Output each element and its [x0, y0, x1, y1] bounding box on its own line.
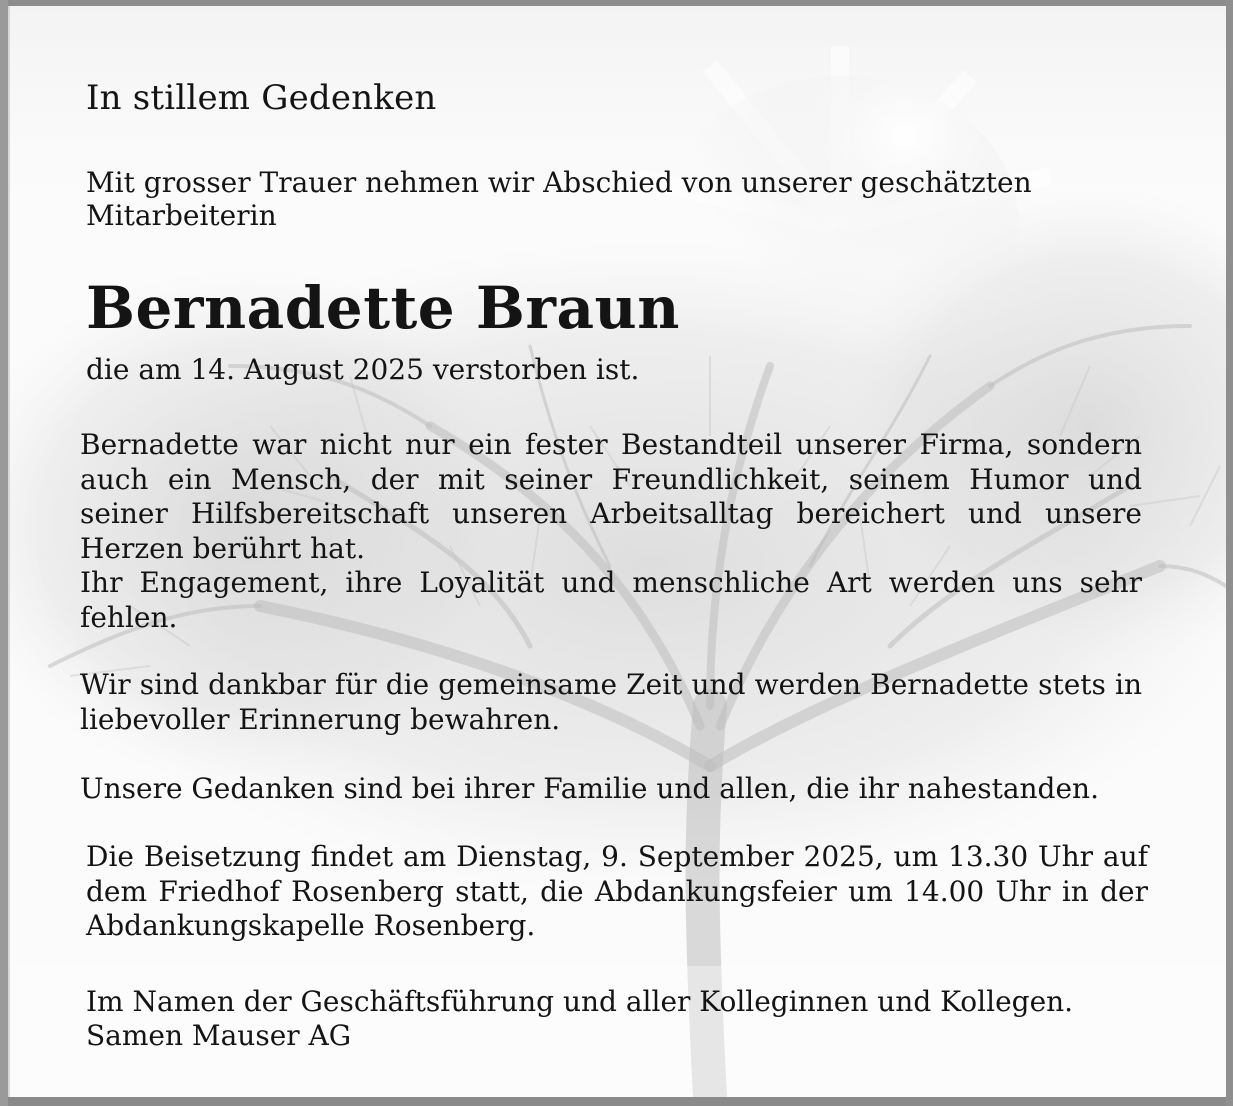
frame-border-bottom	[0, 1097, 1233, 1106]
tribute-text: Bernadette war nicht nur ein fester Bestandteil unserer Firma, sondern auch ein Mensch, der mit seiner Freundlichkeit, seinem Humor und seiner Hilfsbereitschaft unseren Arbeitsalltag bereichert und unsere Herzen berührt hat.	[80, 428, 1142, 565]
tribute-paragraph	[80, 428, 1142, 635]
deceased-name: Bernadette Braun	[86, 274, 680, 342]
signoff-block	[86, 985, 1166, 1053]
frame-border-left	[0, 0, 8, 1106]
signoff-text: Im Namen der Geschäftsführung und aller Kolleginnen und Kollegen.	[86, 985, 1074, 1018]
death-date-line: die am 14. August 2025 verstorben ist.	[86, 353, 640, 386]
intro-text: Mit grosser Trauer nehmen wir Abschied von unserer geschätzten Mitarbeiterin	[86, 166, 1032, 232]
funeral-details: Die Beisetzung findet am Dienstag, 9. September 2025, um 13.30 Uhr auf dem Friedhof Rosenberg statt, die Abdankungsfeier um 14.00 Uhr in der Abdankungskapelle Rosenberg.	[86, 840, 1148, 942]
memorial-heading: In stillem Gedenken	[86, 78, 437, 118]
frame-inner-line	[8, 6, 10, 1097]
frame-border-right	[1226, 0, 1233, 1106]
gratitude-paragraph: Wir sind dankbar für die gemeinsame Zeit und werden Bernadette stets in liebevoller Erinnerung bewahren.	[80, 668, 1142, 736]
frame-border-top	[0, 0, 1233, 6]
company-name: Samen Mauser AG	[86, 1019, 352, 1052]
tribute-text-continued: Ihr Engagement, ihre Loyalität und menschliche Art werden uns sehr fehlen.	[80, 566, 1142, 634]
condolence-paragraph: Unsere Gedanken sind bei ihrer Familie und allen, die ihr nahestanden.	[80, 772, 1099, 805]
